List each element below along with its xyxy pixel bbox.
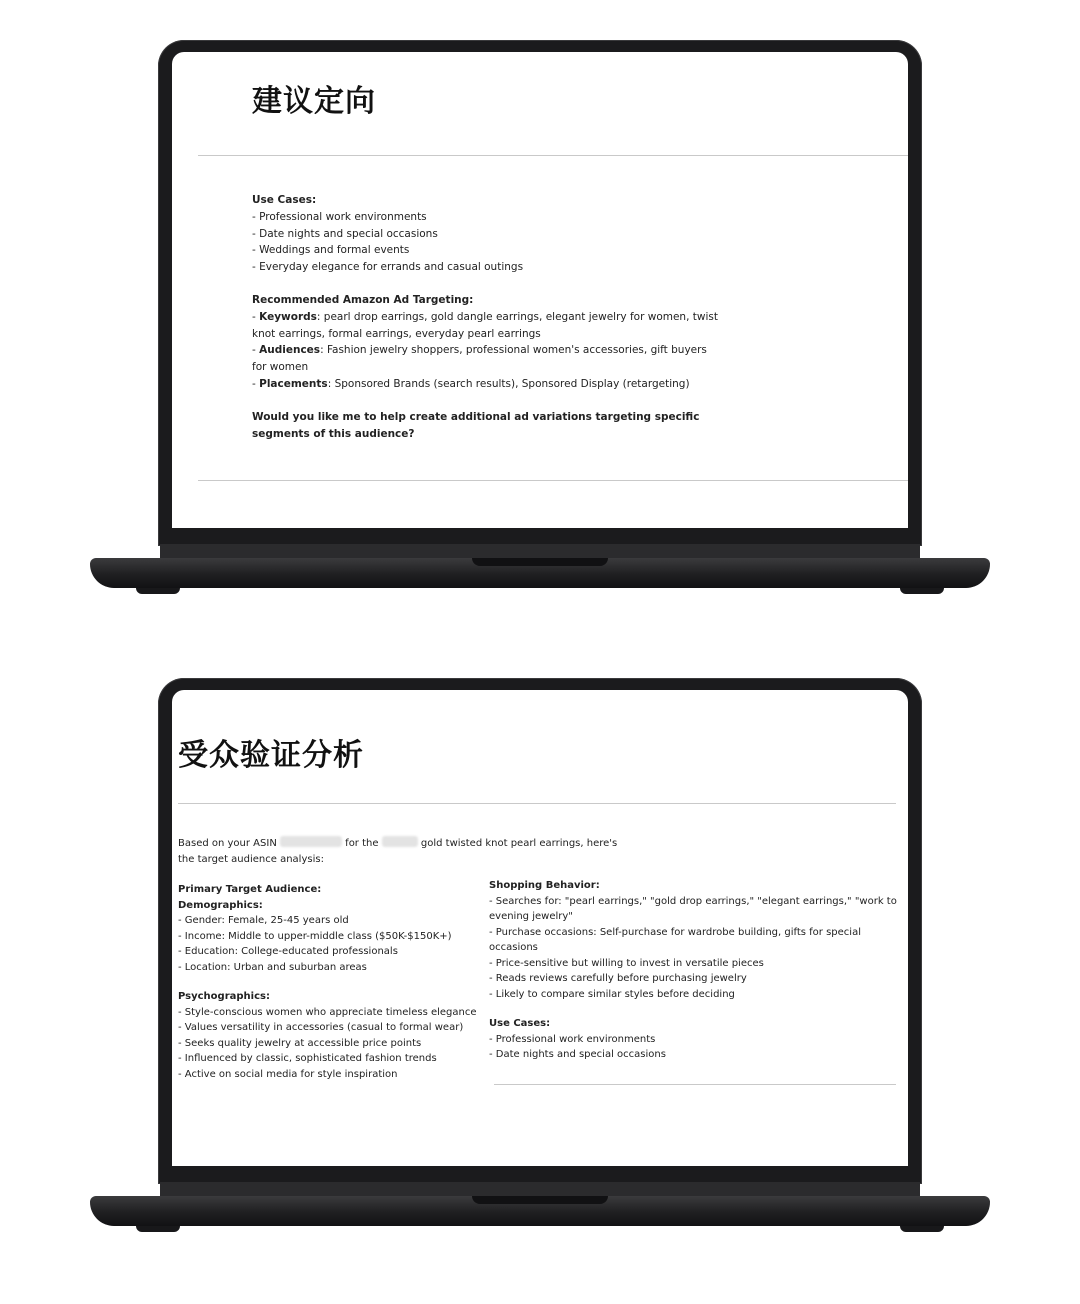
audiences-item: - Audiences: Fashion jewelry shoppers, professional women's accessories, gift buyers for women [252, 344, 707, 374]
page-title: 受众验证分析 [178, 738, 364, 773]
laptop-top [0, 0, 1080, 600]
keywords-item: - Keywords: pearl drop earrings, gold dangle earrings, elegant jewelry for women, twist knot earrings, formal earrings, everyday pearl earrings [252, 310, 718, 340]
laptop-foot [900, 1226, 944, 1232]
shopping-heading: Shopping Behavior: [489, 880, 600, 891]
primary-heading: Primary Target Audience: [178, 884, 322, 895]
list-item: - Everyday elegance for errands and casual outings [252, 261, 524, 274]
audience-column [178, 882, 478, 1082]
targeting-heading: Recommended Amazon Ad Targeting: [252, 293, 474, 306]
laptop-foot [900, 588, 944, 594]
divider [198, 480, 908, 481]
list-item: - Date nights and special occasions [252, 227, 438, 240]
list-item: - Influenced by classic, sophisticated fashion trends [178, 1053, 437, 1064]
laptop-notch [472, 1196, 608, 1204]
analysis-intro: Based on your ASIN for the gold twisted knot pearl earrings, here's the target audience analysis: [178, 838, 618, 865]
list-item: - Professional work environments [489, 1033, 656, 1045]
divider [494, 1084, 896, 1085]
laptop-foot [136, 1226, 180, 1232]
targeting-content [252, 192, 722, 442]
list-item: - Location: Urban and suburban areas [178, 961, 367, 973]
laptop-lid [158, 678, 922, 1184]
follow-up-question: Would you like me to help create additional ad variations targeting specific segments of this audience? [252, 410, 700, 440]
use-cases-heading: Use Cases: [252, 194, 317, 206]
laptop-screen [172, 690, 908, 1166]
list-item: - Active on social media for style inspiration [178, 1068, 398, 1080]
redacted-brand [382, 836, 418, 847]
page-title: 建议定向 [252, 84, 376, 119]
list-item: - Likely to compare similar styles before deciding [489, 988, 735, 1000]
laptop-hinge [160, 544, 920, 558]
list-item: - Gender: Female, 25-45 years old [178, 915, 349, 926]
list-item: - Reads reviews carefully before purchasing jewelry [489, 973, 747, 984]
laptop-lid [158, 40, 922, 546]
list-item: - Weddings and formal events [252, 244, 410, 257]
list-item: - Income: Middle to upper-middle class ($50K-$150K+) [178, 930, 452, 942]
list-item: - Purchase occasions: Self-purchase for wardrobe building, gifts for special occasions [489, 926, 861, 953]
laptop-notch [472, 558, 608, 566]
list-item: - Date nights and special occasions [489, 1049, 666, 1060]
laptop-screen [172, 52, 908, 528]
list-item: - Professional work environments [252, 210, 427, 223]
list-item: - Style-conscious women who appreciate timeless elegance [178, 1006, 477, 1018]
laptop-bottom [0, 640, 1080, 1240]
list-item: - Education: College-educated professionals [178, 946, 398, 957]
divider [178, 803, 896, 804]
use-cases-heading: Use Cases: [489, 1018, 551, 1029]
list-item: - Values versatility in accessories (casual to formal wear) [178, 1022, 464, 1033]
divider [198, 155, 908, 156]
demographics-heading: Demographics: [178, 899, 263, 911]
laptop-foot [136, 588, 180, 594]
list-item: - Price-sensitive but willing to invest in versatile pieces [489, 957, 764, 969]
behavior-column [489, 878, 904, 1063]
placements-item: - Placements: Sponsored Brands (search results), Sponsored Display (retargeting) [252, 377, 690, 390]
list-item: - Searches for: "pearl earrings," "gold drop earrings," "elegant earrings," "work to evening jewelry" [489, 895, 897, 922]
redacted-asin [280, 836, 342, 847]
list-item: - Seeks quality jewelry at accessible price points [178, 1037, 422, 1049]
psychographics-heading: Psychographics: [178, 991, 270, 1002]
laptop-hinge [160, 1182, 920, 1196]
